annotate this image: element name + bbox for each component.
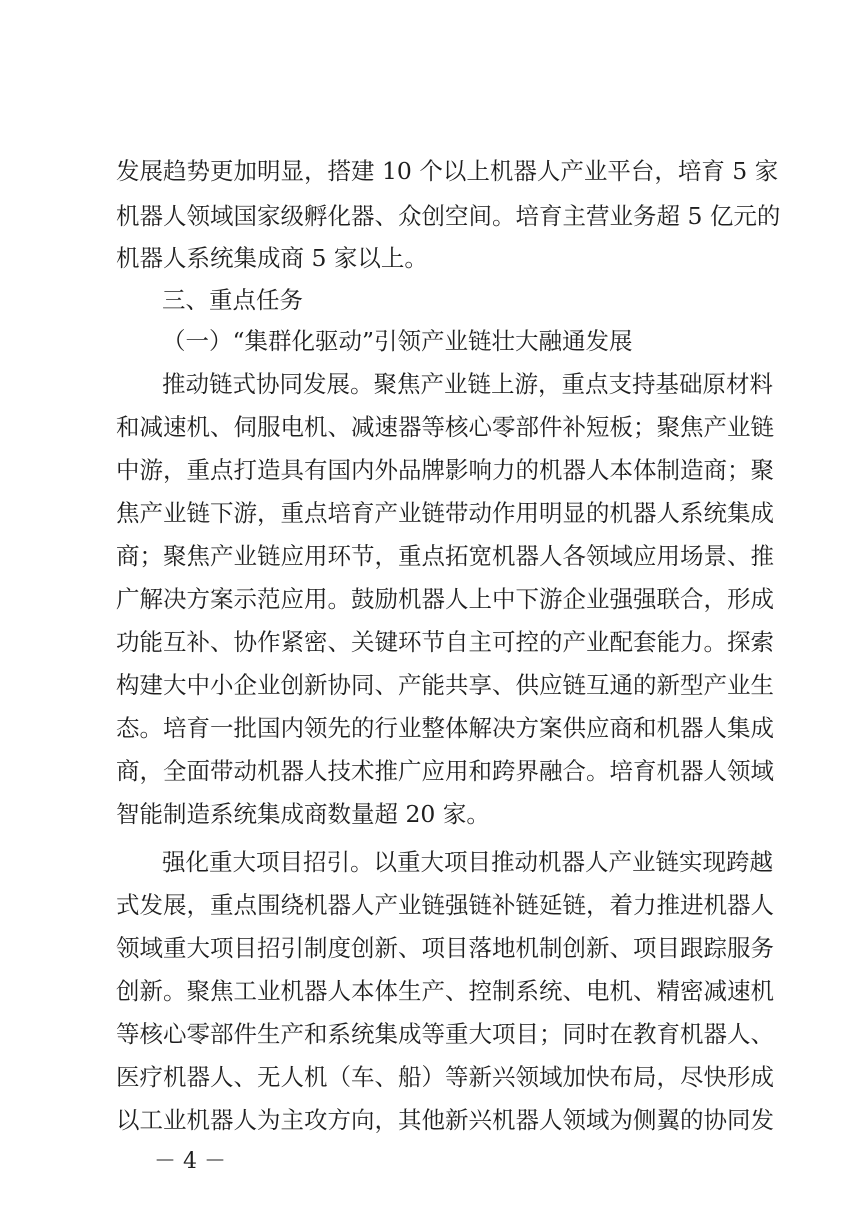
sub-heading: （一）“集群化驱动”引领产业链壮大融通发展 (162, 327, 633, 355)
text-line: 机器人领域国家级孵化器、众创空间。培育主营业务超 5 亿元的 (116, 202, 781, 230)
text-line: 功能互补、协作紧密、关键环节自主可控的产业配套能力。探索 (116, 628, 774, 656)
text-line: 发展趋势更加明显，搭建 10 个以上机器人产业平台，培育 5 家 (116, 157, 779, 185)
text-line: 态。培育一批国内领先的行业整体解决方案供应商和机器人集成 (116, 714, 774, 742)
text-line: 创新。聚焦工业机器人本体生产、控制系统、电机、精密减速机 (116, 977, 774, 1005)
text-line: 等核心零部件生产和系统集成等重大项目；同时在教育机器人、 (116, 1020, 774, 1048)
text-line: 构建大中小企业创新协同、产能共享、供应链互通的新型产业生 (116, 671, 774, 699)
text-line: 医疗机器人、无人机（车、船）等新兴领域加快布局，尽快形成 (116, 1063, 774, 1091)
text-line: 中游，重点打造具有国内外品牌影响力的机器人本体制造商；聚 (116, 456, 774, 484)
text-line: 推动链式协同发展。聚焦产业链上游，重点支持基础原材料 (162, 370, 773, 398)
page-number: － 4 － (154, 1149, 226, 1174)
text-line: 和减速机、伺服电机、减速器等核心零部件补短板；聚焦产业链 (116, 413, 774, 441)
text-line: 智能制造系统集成商数量超 20 家。 (116, 800, 490, 828)
text-line: 领域重大项目招引制度创新、项目落地机制创新、项目跟踪服务 (116, 934, 774, 962)
section-heading: 三、重点任务 (162, 286, 303, 314)
text-line: 商，全面带动机器人技术推广应用和跨界融合。培育机器人领域 (116, 757, 774, 785)
text-line: 强化重大项目招引。以重大项目推动机器人产业链实现跨越 (162, 848, 773, 876)
text-line: 焦产业链下游，重点培育产业链带动作用明显的机器人系统集成 (116, 499, 774, 527)
text-line: 机器人系统集成商 5 家以上。 (116, 244, 428, 272)
text-line: 广解决方案示范应用。鼓励机器人上中下游企业强强联合，形成 (116, 585, 774, 613)
text-line: 式发展，重点围绕机器人产业链强链补链延链，着力推进机器人 (116, 891, 774, 919)
text-line: 以工业机器人为主攻方向，其他新兴机器人领域为侧翼的协同发 (116, 1106, 774, 1134)
text-line: 商；聚焦产业链应用环节，重点拓宽机器人各领域应用场景、推 (116, 542, 774, 570)
